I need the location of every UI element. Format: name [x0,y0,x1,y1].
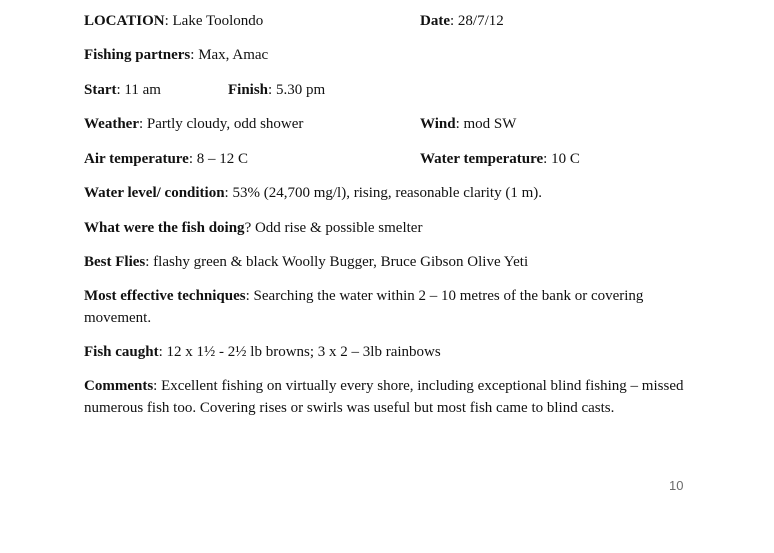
best-flies-value: flashy green & black Woolly Bugger, Bruce Gibson Olive Yeti [153,254,529,270]
weather-field: Weather: Partly cloudy, odd shower [84,116,304,132]
air-temp-label: Air temperature [84,151,189,167]
techniques-label: Most effective techniques [84,288,246,304]
fish-doing-value: ? Odd rise & possible smelter [244,220,423,236]
partners-value: Max, Amac [198,47,269,63]
fish-doing-field [84,219,422,237]
water-temp-value: 10 C [551,151,580,167]
finish-field: Finish: 5.30 pm [228,82,326,98]
location-field: LOCATION: Lake Toolondo [84,13,264,29]
location-value: Lake Toolondo [172,13,264,29]
partners-field: Fishing partners: Max, Amac [84,47,269,63]
finish-label: Finish [228,82,269,98]
comments-value: Excellent fishing on virtually every shore, including exceptional blind fishing – missed numerous fish too. Covering rises or swirls was useful but most fish came to blind casts. [84,378,684,416]
air-temp-value: 8 – 12 C [196,151,249,167]
wind-value: mod SW [463,116,517,132]
location-label: LOCATION [84,13,165,29]
partners-label: Fishing partners [84,47,191,63]
wind-field: Wind: mod SW [420,116,517,132]
techniques-value: Searching the water within 2 – 10 metres of the bank or covering movement. [84,288,644,326]
comments-label: Comments [84,378,154,394]
fish-caught-field: Fish caught: 12 x 1½ - 2½ lb browns; 3 x 2 – 3lb rainbows [84,344,441,360]
date-field: Date: 28/7/12 [420,13,504,29]
page-number: 10 [669,478,684,493]
date-value: 28/7/12 [457,13,504,29]
water-level-label: Water level/ condition [84,185,225,201]
best-flies-field: Best Flies: flashy green & black Woolly Bugger, Bruce Gibson Olive Yeti [84,254,529,270]
fish-caught-value: 12 x 1½ - 2½ lb browns; 3 x 2 – 3lb rainbows [166,344,441,360]
wind-label: Wind [420,116,456,132]
water-level-value: 53% (24,700 mg/l), rising, reasonable clarity (1 m). [232,185,542,201]
water-level-field: Water level/ condition: 53% (24,700 mg/l), rising, reasonable clarity (1 m). [84,185,542,201]
best-flies-label: Best Flies [84,254,146,270]
fish-doing-label: What were the fish doing [84,220,245,236]
air-temp-field: Air temperature: 8 – 12 C [84,151,249,167]
start-field: Start: 11 am [84,82,161,98]
weather-label: Weather [84,116,139,132]
weather-value: Partly cloudy, odd shower [146,116,304,132]
water-temp-label: Water temperature [420,151,544,167]
techniques-field: Most effective techniques: Searching the water within 2 – 10 metres of the bank or covering movement. [84,288,644,326]
date-label: Date [420,13,450,29]
fish-caught-label: Fish caught [84,344,159,360]
water-temp-field: Water temperature: 10 C [420,151,580,167]
start-value: 11 am [124,82,161,98]
comments-field: Comments: Excellent fishing on virtually every shore, including exceptional blind fishing – missed numerous fish too. Covering rises or swirls was useful but most fish came to blind casts. [84,378,684,416]
finish-value: 5.30 pm [275,82,326,98]
start-label: Start [84,82,117,98]
